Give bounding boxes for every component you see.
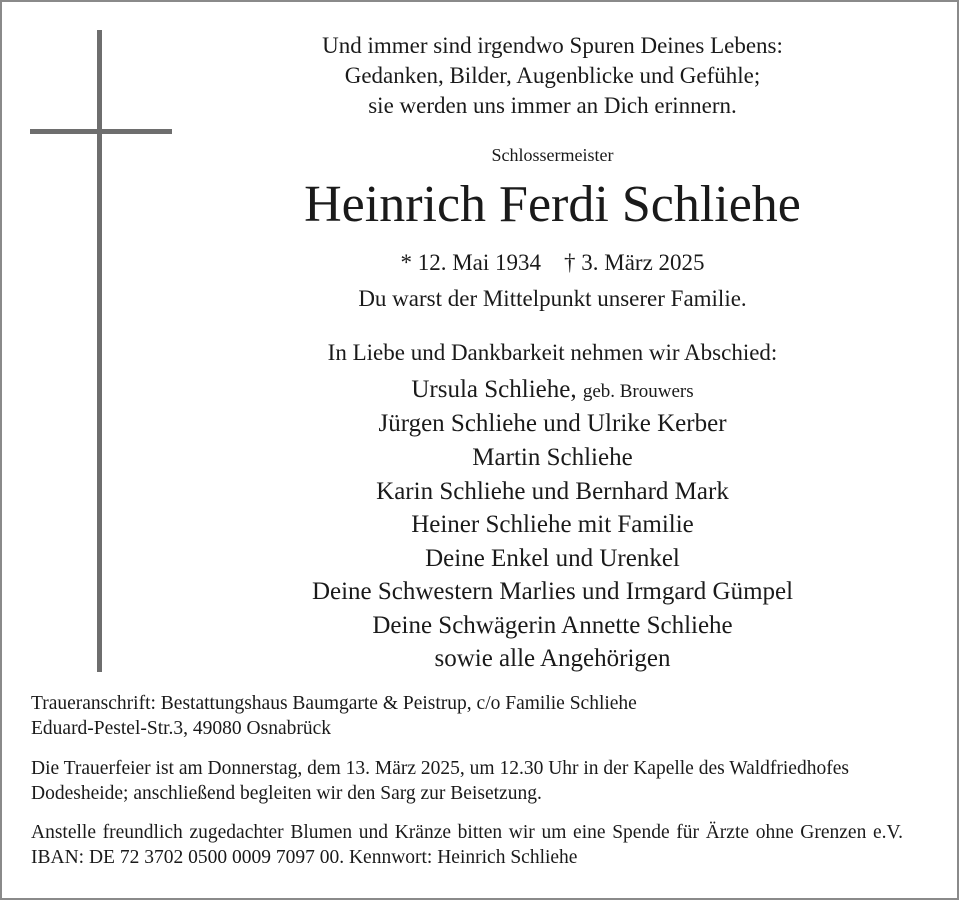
farewell-intro: In Liebe und Dankbarkeit nehmen wir Abschied: [327, 340, 778, 365]
occupation: Schlossermeister [491, 145, 614, 165]
verse-line: Und immer sind irgendwo Spuren Deines Lebens: [322, 33, 783, 58]
cross-vertical-bar [97, 30, 102, 672]
motto: Du warst der Mittelpunkt unserer Familie. [358, 286, 747, 311]
deceased-name: Heinrich Ferdi Schliehe [304, 176, 801, 233]
donation-info: Anstelle freundlich zugedachter Blumen und Kränze bitten wir um eine Spende für Ärzte ohne Grenzen e.V. IBAN: DE 72 3702 0500 0009 7097 00. Kennwort: Heinrich Schliehe [31, 822, 903, 868]
mourner-line: Jürgen Schliehe und Ulrike Kerber [378, 410, 727, 437]
mourner-name: Ursula Schliehe, [411, 376, 577, 403]
mourner-line: Karin Schliehe und Bernhard Mark [376, 478, 729, 505]
verse-line: sie werden uns immer an Dich erinnern. [368, 93, 737, 118]
mourner-line [200, 373, 905, 409]
ceremony-info: Die Trauerfeier ist am Donnerstag, dem 13. März 2025, um 12.30 Uhr in der Kapelle des Waldfriedhofes Dodesheide; anschließend begleiten wir den Sarg zur Beisetzung. [31, 758, 849, 804]
mourner-line: Deine Schwägerin Annette Schliehe [372, 612, 733, 639]
cross-horizontal-bar [30, 129, 172, 134]
maiden-name-note: geb. Brouwers [582, 381, 694, 402]
mourner-line: sowie alle Angehörigen [434, 645, 671, 672]
life-dates: * 12. Mai 1934 † 3. März 2025 [400, 250, 705, 275]
mourner-line: Deine Schwestern Marlies und Irmgard Gümpel [311, 578, 794, 605]
mourner-line: Martin Schliehe [472, 444, 633, 471]
mourner-line: Heiner Schliehe mit Familie [411, 511, 694, 538]
address-line: Traueranschrift: Bestattungshaus Baumgarte & Peistrup, c/o Familie Schliehe [31, 693, 637, 714]
verse-line: Gedanken, Bilder, Augenblicke und Gefühle; [344, 63, 761, 88]
address-line: Eduard-Pestel-Str.3, 49080 Osnabrück [31, 718, 332, 739]
mourner-line: Deine Enkel und Urenkel [425, 545, 680, 572]
